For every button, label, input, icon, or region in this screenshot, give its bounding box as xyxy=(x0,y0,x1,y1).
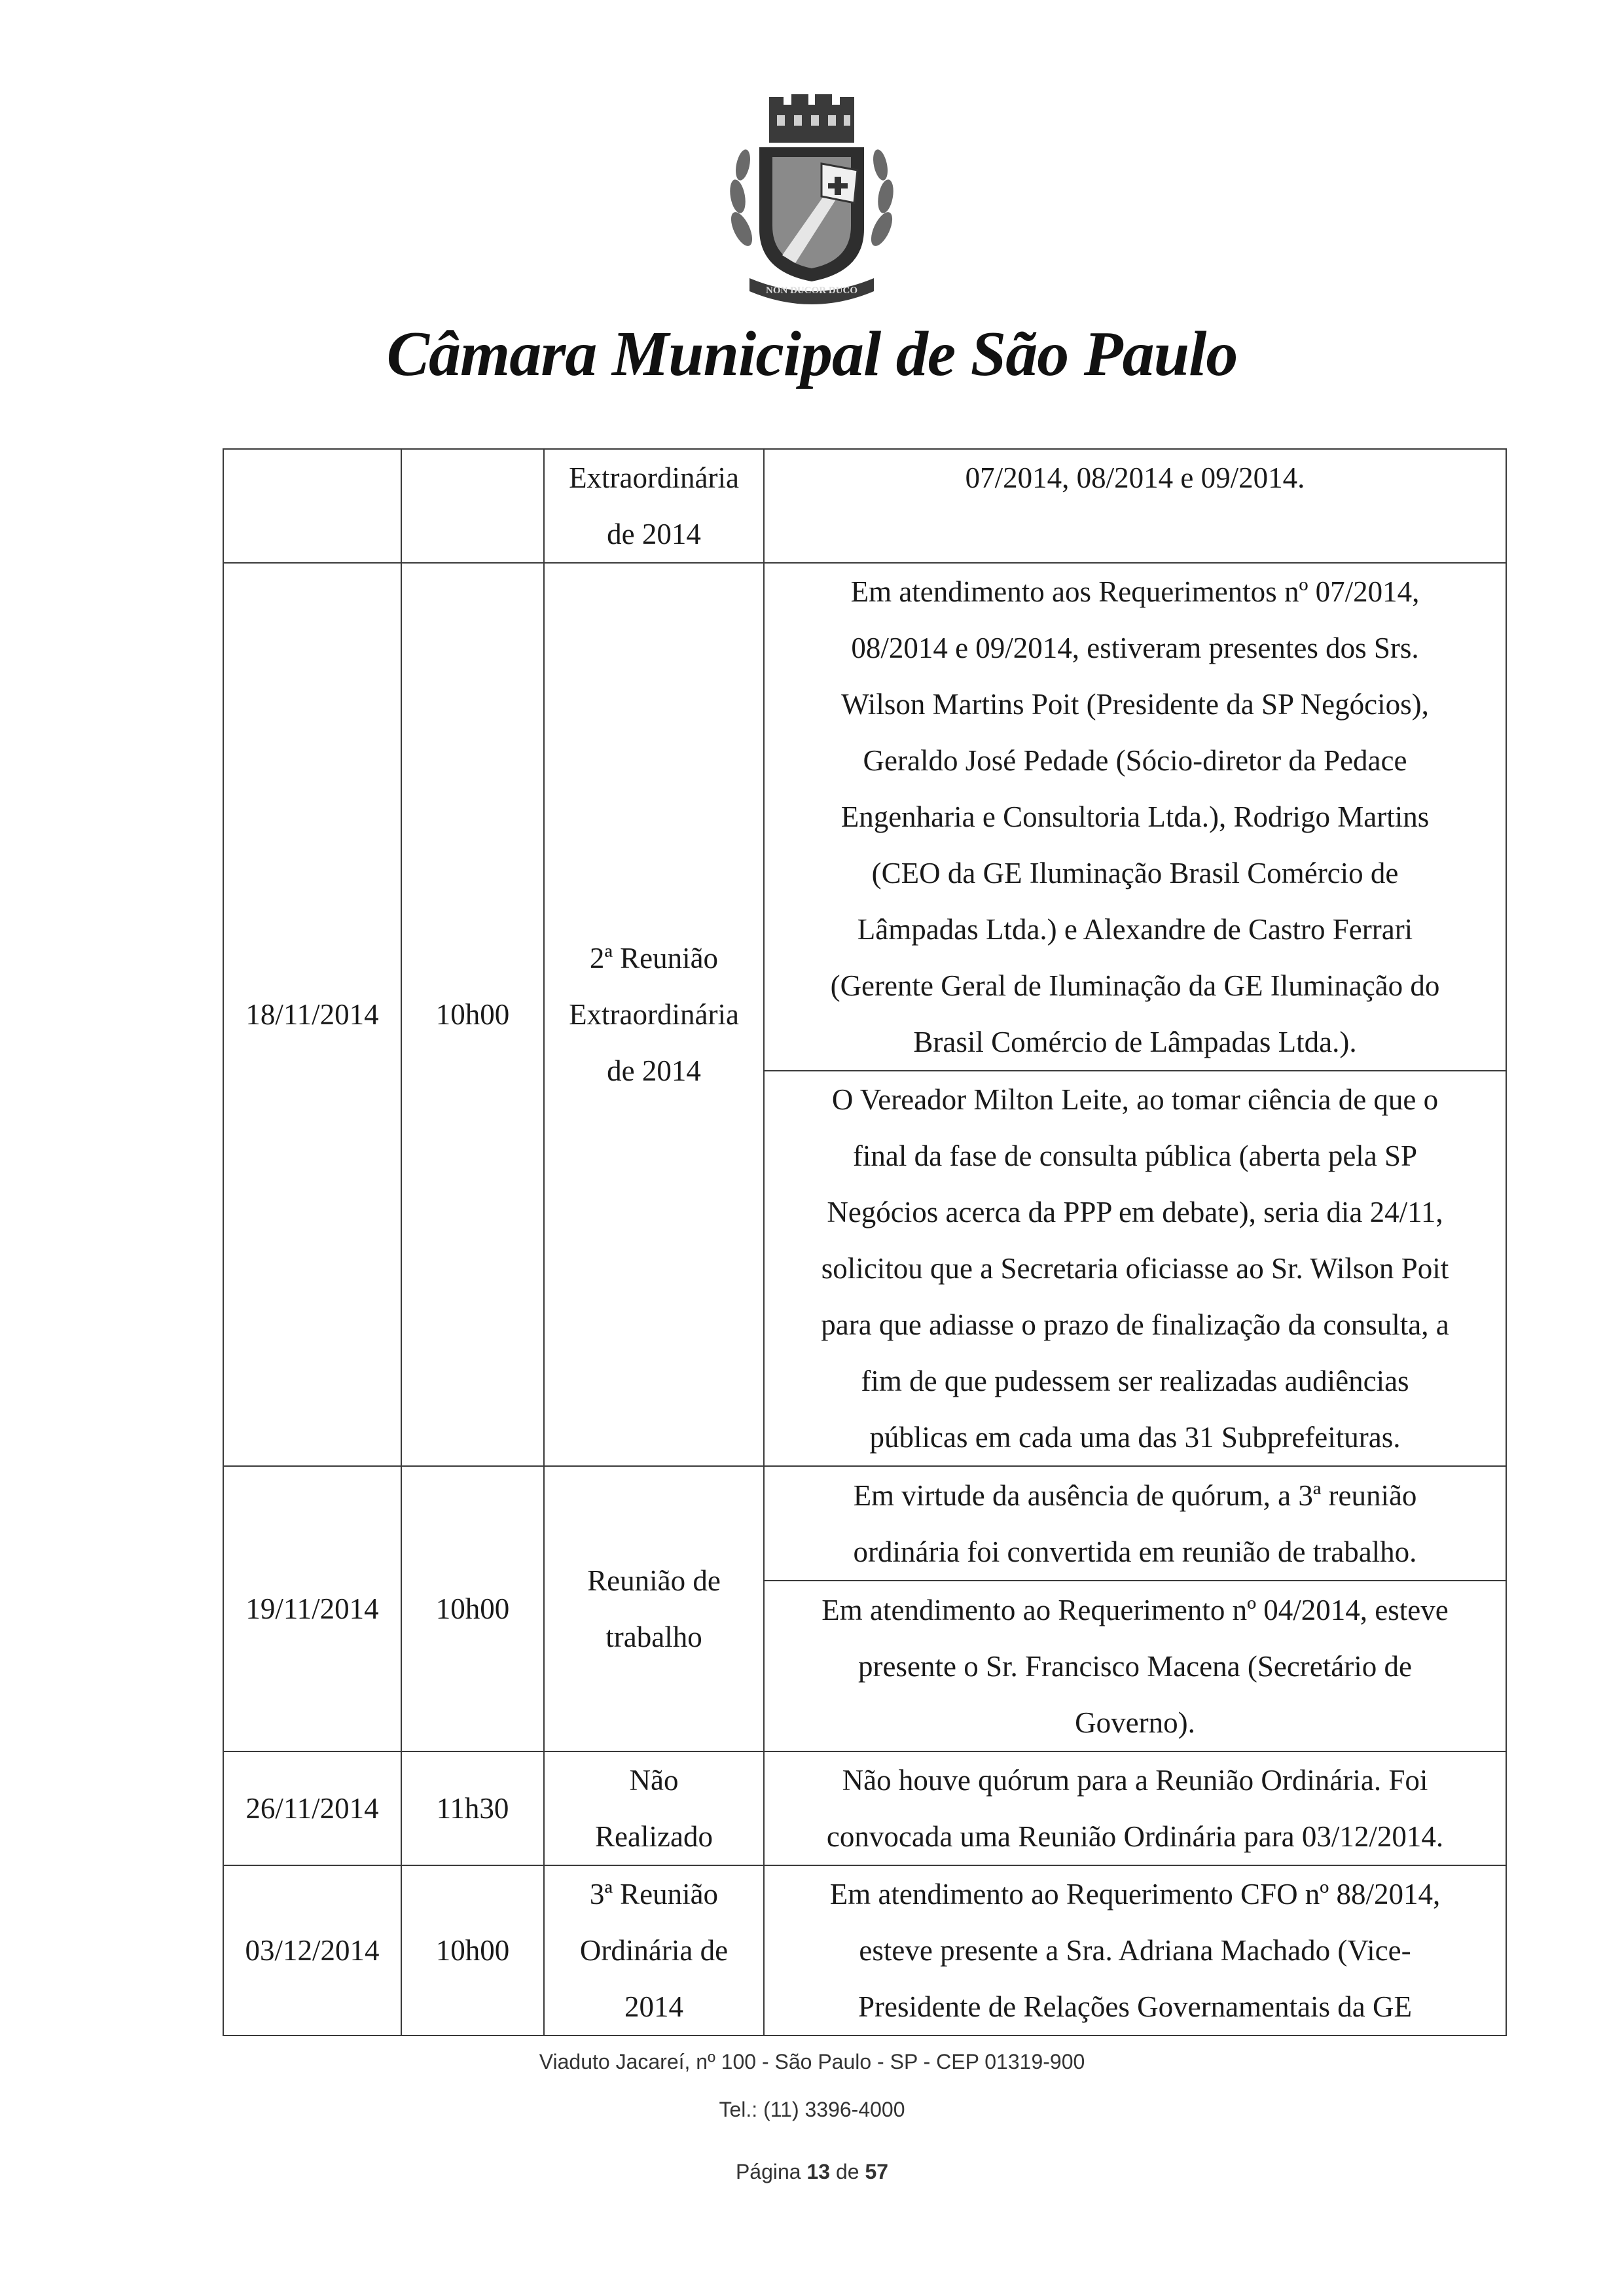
date-cell: 26/11/2014 xyxy=(223,1751,401,1865)
table-row xyxy=(223,563,1506,1071)
notes-cell: Em atendimento ao Requerimento nº 04/2014, esteve presente o Sr. Francisco Macena (Secretário de Governo). xyxy=(764,1581,1506,1751)
notes-cell: Em virtude da ausência de quórum, a 3ª reunião ordinária foi convertida em reunião de trabalho. xyxy=(764,1466,1506,1581)
footer-phone: Tel.: (11) 3396-4000 xyxy=(719,2098,905,2121)
meeting-cell: Reunião de trabalho xyxy=(544,1466,764,1751)
notes-cell: 07/2014, 08/2014 e 09/2014. xyxy=(764,449,1506,563)
page-of-label: de xyxy=(835,2160,859,2183)
time-cell: 10h00 xyxy=(401,563,544,1466)
page-current: 13 xyxy=(806,2160,831,2183)
date-cell: 03/12/2014 xyxy=(223,1865,401,2036)
meeting-cell: Não Realizado xyxy=(544,1751,764,1865)
table-row xyxy=(223,1751,1506,1865)
time-cell: 10h00 xyxy=(401,1466,544,1751)
meeting-cell: Extraordinária de 2014 xyxy=(544,449,764,563)
page-total: 57 xyxy=(865,2160,889,2183)
date-cell: 18/11/2014 xyxy=(223,563,401,1466)
table-row xyxy=(223,449,1506,563)
meetings-table xyxy=(223,448,1507,2036)
table-row xyxy=(223,1865,1506,2036)
meeting-cell: 3ª Reunião Ordinária de 2014 xyxy=(544,1865,764,2036)
table-row xyxy=(223,1466,1506,1581)
svg-text:NON DUCOR DUCO: NON DUCOR DUCO xyxy=(766,285,857,296)
notes-cell: Não houve quórum para a Reunião Ordinária. Foi convocada uma Reunião Ordinária para 03/12/2014. xyxy=(764,1751,1506,1865)
coat-of-arms-logo xyxy=(723,92,900,308)
meeting-cell: 2ª Reunião Extraordinária de 2014 xyxy=(544,563,764,1466)
footer-address: Viaduto Jacareí, nº 100 - São Paulo - SP - CEP 01319-900 xyxy=(539,2050,1085,2073)
date-cell xyxy=(223,449,401,563)
notes-cell: Em atendimento aos Requerimentos nº 07/2014, 08/2014 e 09/2014, estiveram presentes dos Srs. Wilson Martins Poit (Presidente da SP Negócios), Geraldo José Pedade (Sócio-diretor da Pedace Engenharia e Consultoria Ltda.), Rodrigo Martins (CEO da GE Iluminação Brasil Comércio de Lâmpadas Ltda.) e Alexandre de Castro Ferrari (Gerente Geral de Iluminação da GE Iluminação do Brasil Comércio de Lâmpadas Ltda.). xyxy=(764,563,1506,1071)
time-cell: 10h00 xyxy=(401,1865,544,2036)
date-cell: 19/11/2014 xyxy=(223,1466,401,1751)
page-number xyxy=(0,2160,1624,2184)
notes-cell: O Vereador Milton Leite, ao tomar ciência de que o final da fase de consulta pública (aberta pela SP Negócios acerca da PPP em debate), seria dia 24/11, solicitou que a Secretaria oficiasse ao Sr. Wilson Poit para que adiasse o prazo de finalização da consulta, a fim de que pudessem ser realizadas audiências públicas em cada uma das 31 Subprefeituras. xyxy=(764,1071,1506,1466)
page-label: Página xyxy=(735,2160,801,2183)
time-cell: 11h30 xyxy=(401,1751,544,1865)
time-cell xyxy=(401,449,544,563)
notes-cell: Em atendimento ao Requerimento CFO nº 88/2014, esteve presente a Sra. Adriana Machado (Vice- Presidente de Relações Governamentais da GE xyxy=(764,1865,1506,2036)
page-title: Câmara Municipal de São Paulo xyxy=(386,319,1238,389)
